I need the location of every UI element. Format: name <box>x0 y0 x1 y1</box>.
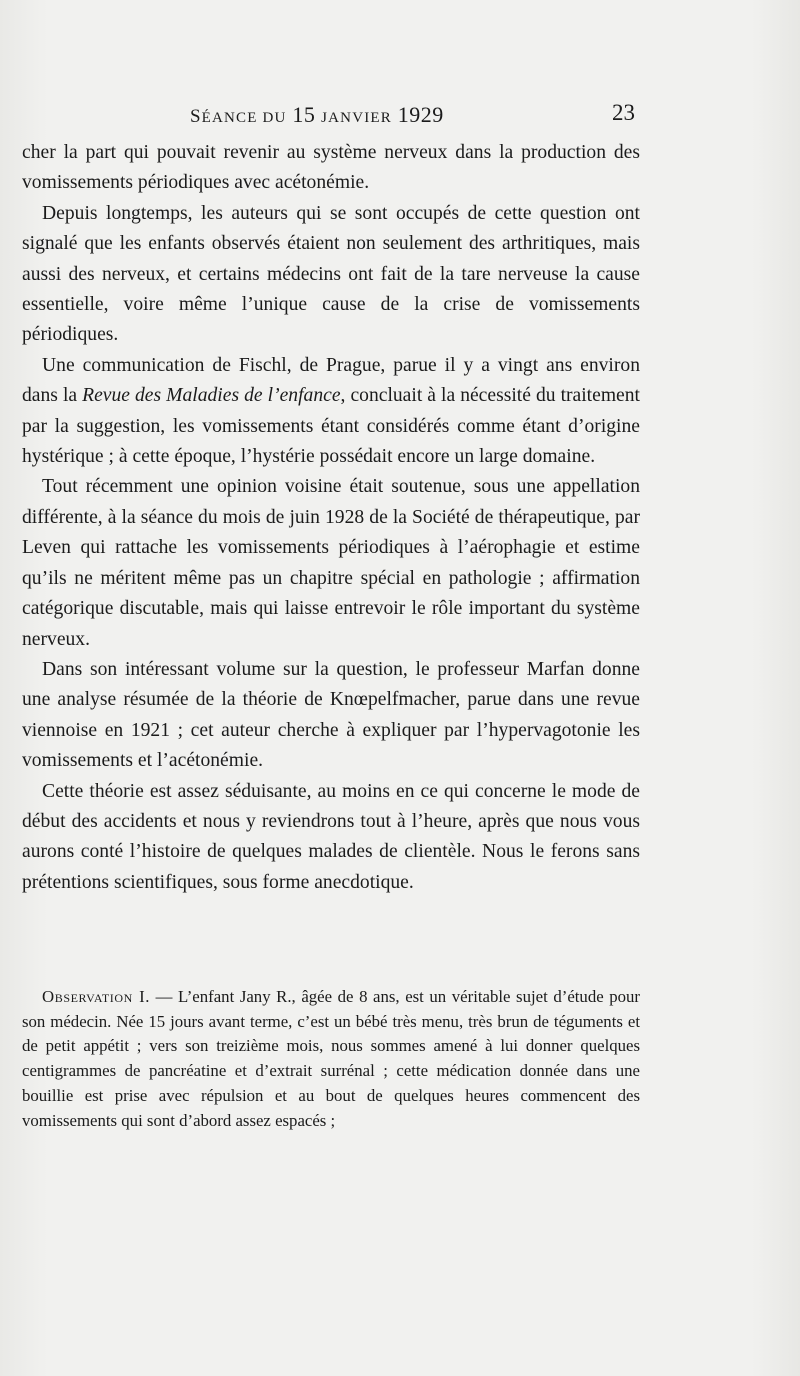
running-head <box>190 102 444 128</box>
paragraph-text: Une communication de Fischl, de Prague, parue il y a vingt ans environ dans la <box>22 354 640 407</box>
paragraph-fischl <box>22 351 640 473</box>
observation-text: — L’enfant Jany R., âgée de 8 ans, est un véritable sujet d’étude pour son médecin. Née 15 jours avant terme, c’est un bébé très menu, très brun de téguments et de petit appétit ; vers son treizième mois, nous sommes amené à lui donner quelques centigrammes de pancréatine et d’extrait surrénal ; cette médication donnée dans une bouillie est prise avec répulsion et au bout de quelques heures commencent des vomissements qui sont d’abord assez espacés ; <box>22 987 641 1130</box>
paragraph-continuation: cher la part qui pouvait revenir au système nerveux dans la production des vomissements périodiques avec acétonémie. <box>22 142 640 194</box>
paragraph: Depuis longtemps, les auteurs qui se sont occupés de cette question ont signalé que les enfants observés étaient non seulement des arthritiques, mais aussi des nerveux, et certains médecins ont fait de la tare nerveuse la cause essentielle, voire même l’unique cause de la crise de vomissements périodiques. <box>22 202 640 346</box>
running-head-initial: S <box>190 106 202 127</box>
main-text <box>22 138 640 898</box>
page-number: 23 <box>612 100 635 125</box>
observation-label: Observation I. <box>42 987 151 1006</box>
running-head-day: 15 <box>292 102 316 127</box>
paragraph: Cette théorie est assez séduisante, au moins en ce qui concerne le mode de début des accidents et nous y reviendrons tout à l’heure, après que nous vous aurons conté l’histoire de quelques malades de clientèle. Nous le ferons sans prétentions scientifiques, sous forme anecdotique. <box>22 780 640 893</box>
running-head-seance: ÉANCE DU <box>201 110 287 126</box>
observation-block <box>22 985 640 1133</box>
running-head-month: JANVIER <box>321 110 392 126</box>
page-header <box>0 102 800 136</box>
paragraph: Tout récemment une opinion voisine était soutenue, sous une appellation différente, à la séance du mois de juin 1928 de la Société de thérapeutique, par Leven qui rattache les vomissements périodiques à l’aérophagie et estime qu’ils ne méritent même pas un chapitre spécial en pathologie ; affirmation catégorique discutable, mais qui laisse entrevoir le rôle important du système nerveux. <box>22 476 640 650</box>
observation-paragraph <box>22 985 640 1133</box>
journal-title: Revue des Maladies de l’enfance <box>82 385 341 407</box>
paragraph: Dans son intéressant volume sur la question, le professeur Marfan donne une analyse résumée de la théorie de Knœpelfmacher, parue dans une revue viennoise en 1921 ; cet auteur cherche à expliquer par l’hypervagotonie les vomissements et l’acétonémie. <box>22 658 640 772</box>
paragraph-text: , concluait à la nécessité du traitement par la suggestion, les vomissements étant considérés comme étant d’origine hystérique ; à cette époque, l’hystérie possédait encore un large domaine. <box>22 385 640 468</box>
running-head-year: 1929 <box>397 102 444 127</box>
